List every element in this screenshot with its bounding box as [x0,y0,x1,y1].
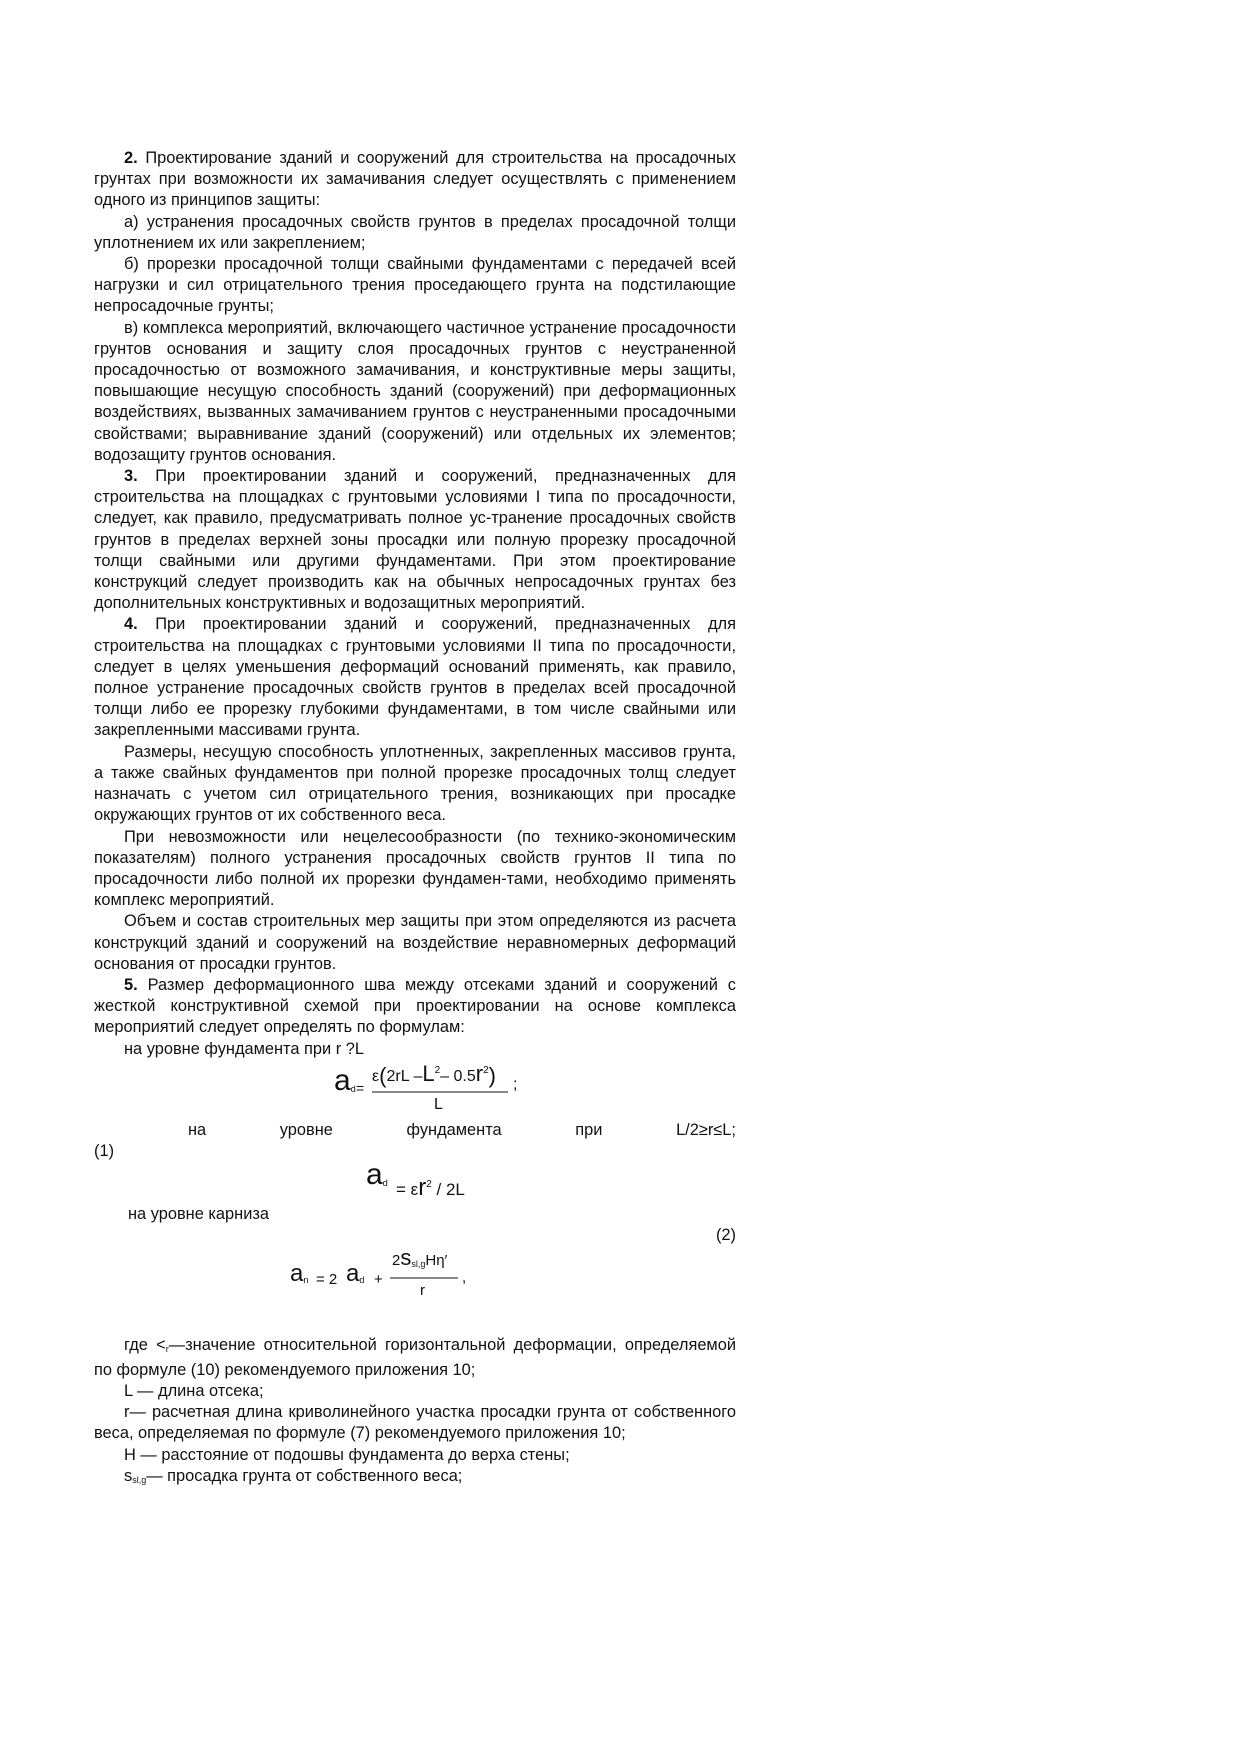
paragraph-2a: а) устранения просадочных свойств грунтов в пределах просадочной толщи уплотнением их или закреплением; [94,212,736,252]
formula-denominator: r [420,1281,425,1299]
paragraph-3: 3. При проектировании зданий и сооружений, предназначенных для строительства на площадках с грунтовыми условиями I типа по просадочности, следует, как правило, предусматривать полное ус-транение просадочных свойств грунтов в пределах верхней зоны просадки или полную прорезку просадочной толщи свайными или другими фундаментами. При этом проектирование конструкций следует производить как на обычных непросадочных грунтах без дополнительных конструктивных и водозащитных мероприятий. [94,467,736,613]
clause-number: 5. [124,975,138,994]
formula-semicolon: ; [513,1075,518,1093]
formula-3 [94,1244,736,1309]
formula-denominator: L [434,1095,443,1113]
definition-r: r— расчетная длина криволинейного участка просадки грунта от собственного веса, определяемая по формуле (7) рекомендуемого приложения 10; [94,1403,736,1443]
paragraph-2b: б) прорезки просадочной толщи свайными фундаментами с передачей всей нагрузки и сил отрицательного трения проседающего грунта на подстилающие непросадочные грунты; [94,255,736,316]
condition-foundation-level-2: на уровне фундамента при L/2≥r≤L; [188,1120,736,1139]
formula-body: = $\varepsilon r^2 / 2L$ [396,1174,465,1202]
formula-numerator: ε(2rL $-L^2-$ $0.5r^2$) [372,1060,496,1088]
definition-epsilon: где $<_r—значение$ относительной горизонтальной деформации, определяемой по формуле (10) рекомендуемого приложения 10; [94,1335,736,1379]
formula-plus: + [374,1270,383,1288]
formula-1 [94,1060,736,1120]
paragraph-4c: При невозможности или нецелесообразности (по технико-экономическим показателям) полного устранения просадочных свойств грунтов II типа по просадочности либо полной их прорезки фундамен-тами, необходимо применять комплекс мероприятий. [94,827,736,910]
formula-numerator: $2s_{sl,g}H\eta'$ [392,1244,448,1270]
paragraph-4d: Объем и состав строительных мер защиты при этом определяются из расчета конструкций зданий и сооружений на воздействие неравномерных деформаций основания от просадки грунтов. [94,912,736,973]
definition-H: Н — расстояние от подошвы фундамента до верха стены; [124,1445,570,1464]
formula-symbol-a: $a_n$ [290,1259,309,1287]
formula-comma: , [462,1268,467,1286]
clause-number: 3. [124,467,138,486]
formula-2 [94,1158,736,1204]
clause-number: 4. [124,615,138,634]
paragraph-2c: в) комплекса мероприятий, включающего частичное устранение просадочности грунтов основания и защиту слоя просадочных грунтов с неустраненной просадочностью от возможного замачивания, и конструктивные меры защиты, повышающие несущую способность зданий (сооружений) при деформационных воздействиях, вызванных замачиванием грунтов с неустраненными просадочными свойствами; выравнивание зданий (сооружений) или отдельных их элементов; водозащиту грунтов основания. [94,318,736,464]
clause-number: 2. [124,149,138,167]
equation-number-1: (1) [94,1141,115,1160]
formula-symbol-a: $a_d$ [334,1063,356,1097]
formula-equals: = [356,1079,365,1096]
formula-symbol-a: $a_d$ [366,1158,388,1192]
definition-L: L — длина отсека; [124,1381,264,1400]
paragraph-4b: Размеры, несущую способность уплотненных, закрепленных массивов грунта, а также свайных фундаментов при полной прорезке просадочных толщ следует назначать с учетом сил отрицательного трения, возникающих при просадке окружающих грунтов от их собственного веса. [94,742,736,825]
paragraph-5: 5. Размер деформационного шва между отсеками зданий и сооружений с жесткой конструктивной схемой при проектировании на основе комплекса мероприятий следует определять по формулам: [94,975,736,1037]
text-column [94,148,736,1491]
condition-foundation-level: на уровне фундамента при r ?L [124,1039,364,1058]
paragraph-2: 2. Проектирование зданий и сооружений для строительства на просадочных грунтах при возможности их замачивания следует осуществлять с применением одного из принципов защиты: [94,149,736,210]
condition-cornice-level: на уровне карниза [128,1205,269,1224]
formula-symbol-a2: $a_d$ [346,1259,365,1287]
formula-mid: = 2 [316,1270,338,1288]
equation-number-2: (2) [715,1226,736,1245]
paragraph-4: 4. При проектировании зданий и сооружений, предназначенных для строительства на площадках с грунтовыми условиями II типа по просадочности, следует в целях уменьшения деформаций оснований применять, как правило, полное устранение просадочных свойств грунтов в пределах всей просадочной толщи либо ее прорезку глубокими фундаментами, в том числе свайными или закрепленными массивами грунта. [94,615,736,740]
definition-s: $s_{sl,g}—$ просадка грунта от собственного веса; [124,1466,463,1485]
